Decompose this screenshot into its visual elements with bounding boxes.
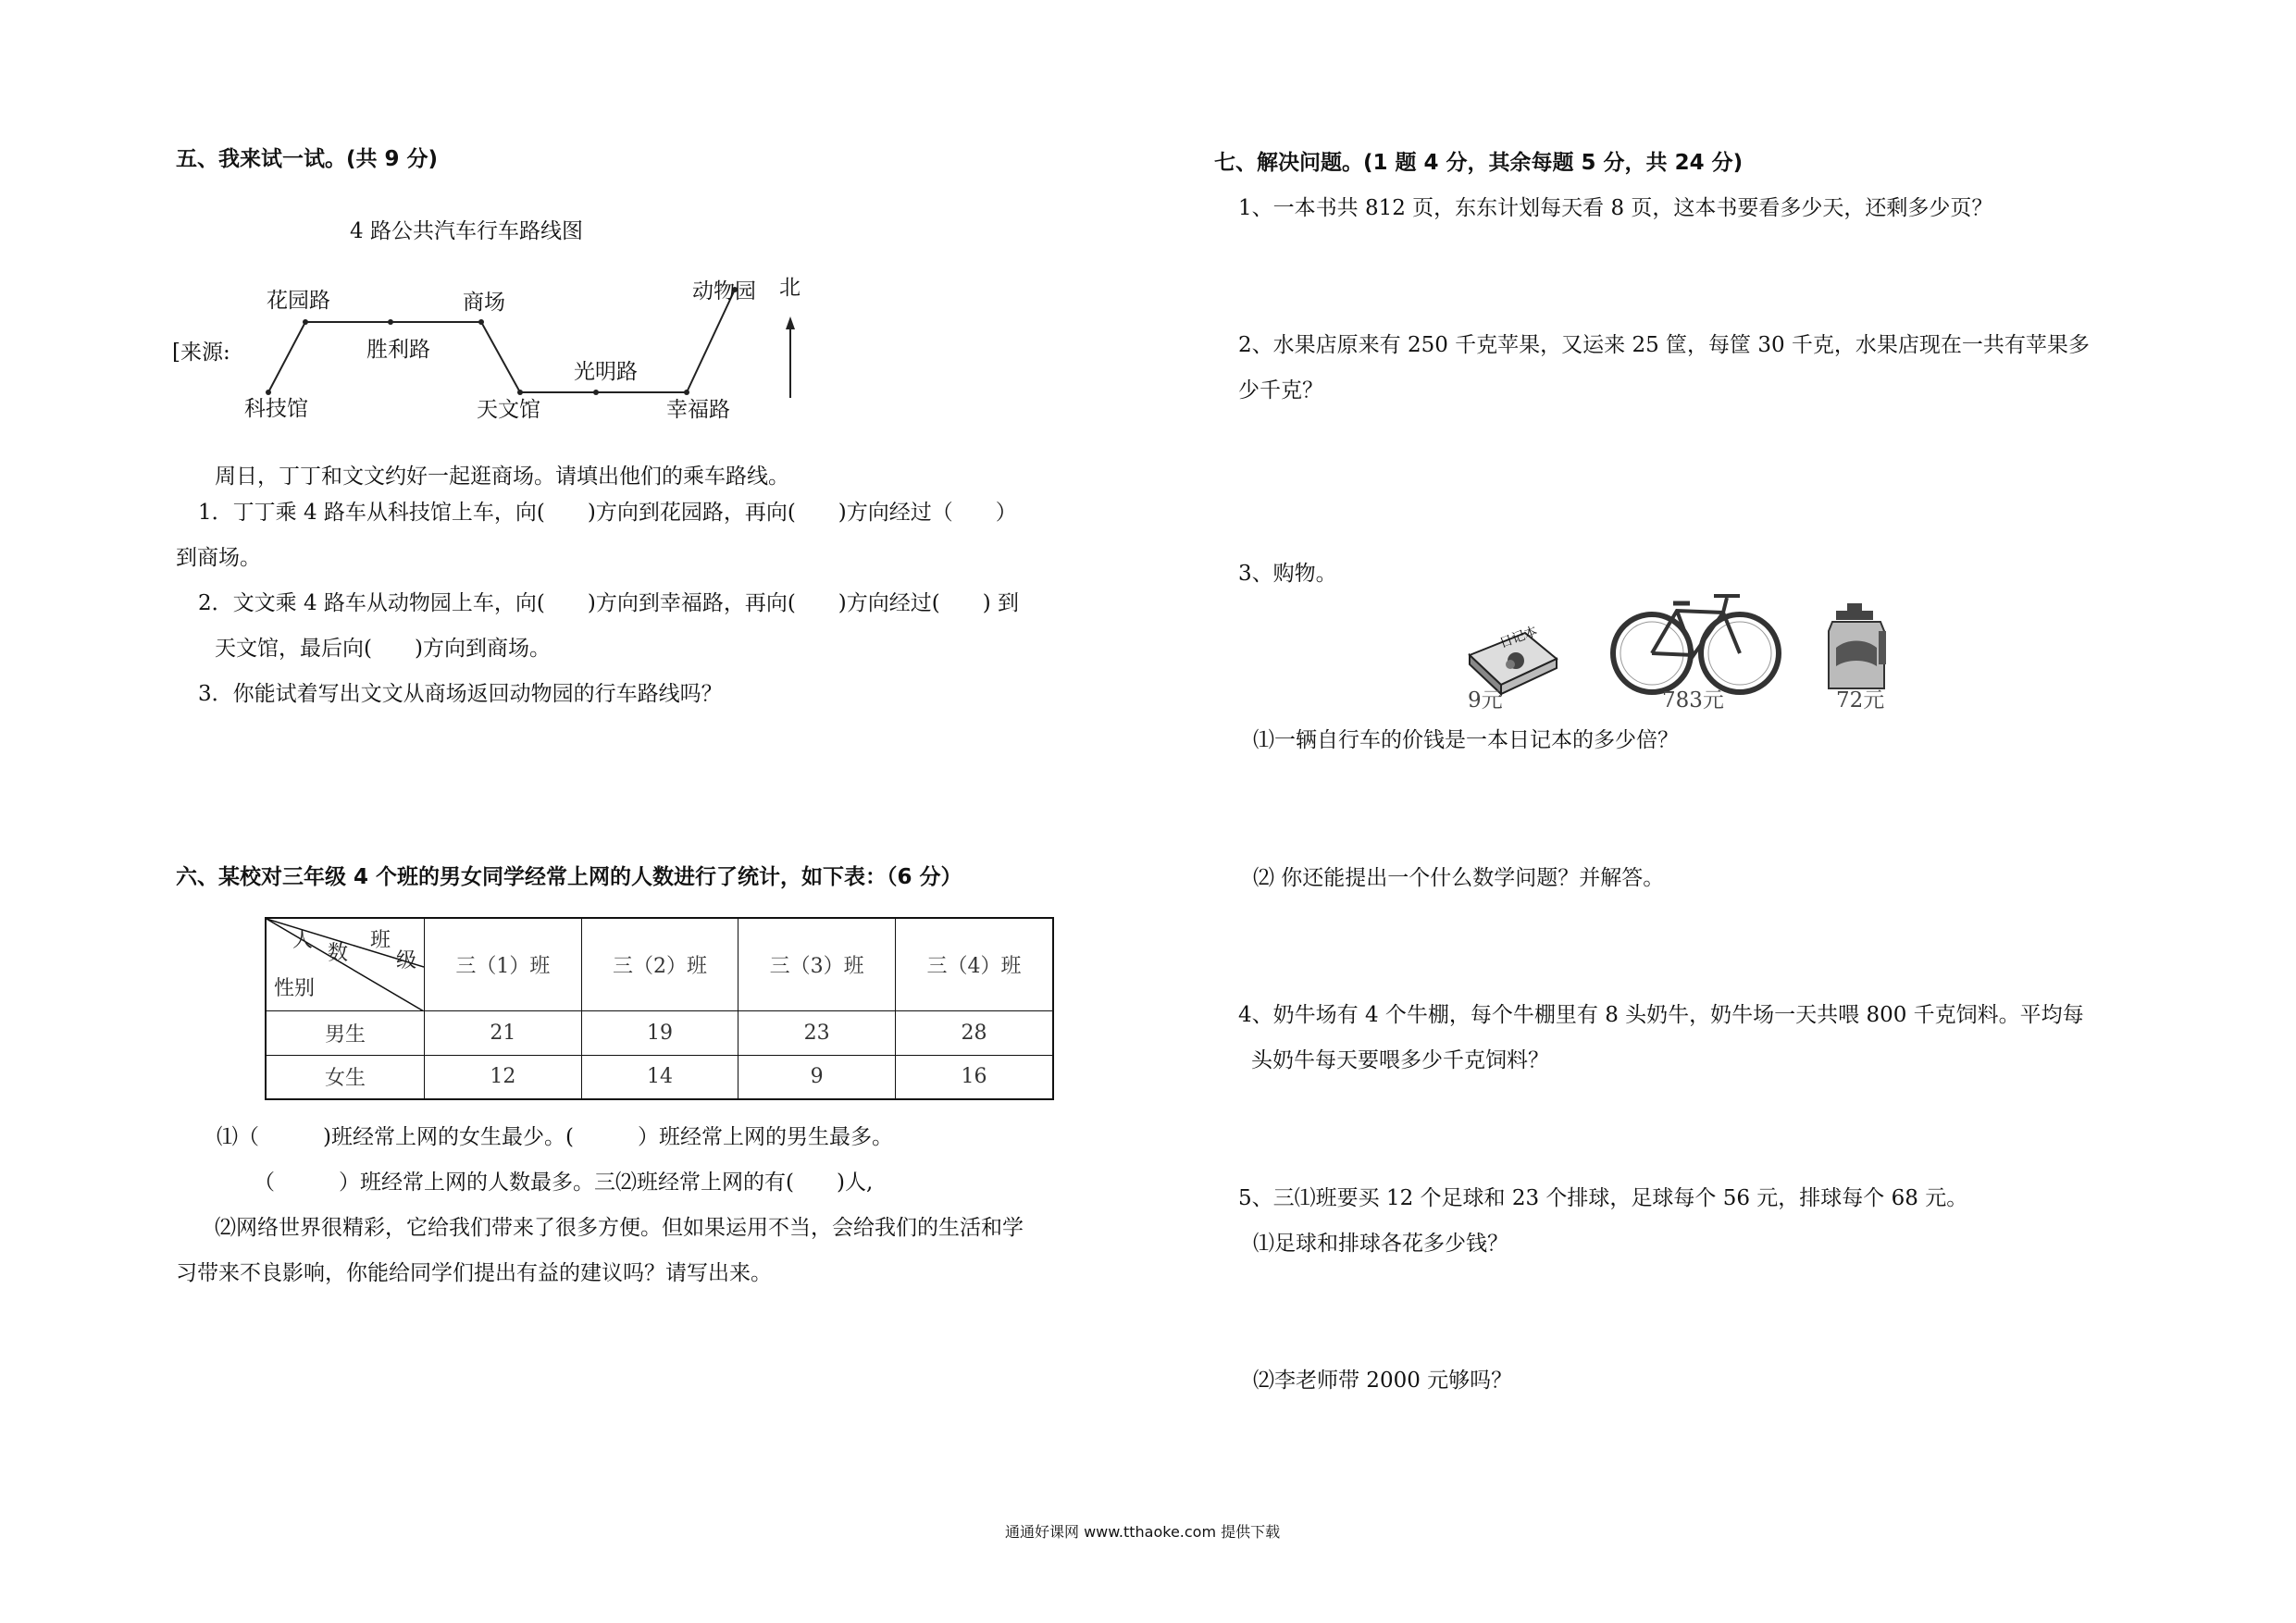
problem-5-q2: ⑵李老师带 2000 元够吗？ [1253,1369,1513,1393]
table-cell: 23 [738,1010,896,1055]
section-5-intro: 周日，丁丁和文文约好一起逛商场。请填出他们的乘车路线。 [215,465,789,489]
footer-credit: 通通好课网 www.tthaoke.com 提供下载 [1005,1523,1281,1541]
problem-1: 1、一本书共 812 页，东东计划每天看 8 页，这本书要看多少天，还剩多少页？ [1238,196,1993,220]
source-label: [来源: [172,341,230,365]
section-5-heading: 五、我来试一试。(共 9 分) [176,147,439,171]
corner-text-class-1: 班 [370,929,391,952]
problem-4-line1: 4、奶牛场有 4 个牛棚，每个牛棚里有 8 头奶牛，奶牛场一天共喂 800 千克饲料。平均每 [1238,1003,2084,1027]
problem-3-q2: ⑵ 你还能提出一个什么数学问题？并解答。 [1253,866,1665,890]
section-6-q2-line1: ⑵网络世界很精彩，它给我们带来了很多方便。但如果运用不当，会给我们的生活和学 [215,1216,1024,1240]
bicycle-price: 783元 [1662,688,1724,712]
section-5-q2-line2: 天文馆，最后向( )方向到商场。 [215,637,551,661]
section-5-q2-line1: 2．文文乘 4 路车从动物园上车，向( )方向到幸福路，再向( )方向经过( ) 到 [198,591,1020,615]
section-5-q3: 3．你能试着写出文文从商场返回动物园的行车路线吗？ [198,682,723,706]
table-col-header: 三（1）班 [425,918,582,1010]
table-cell: 9 [738,1055,896,1099]
corner-text-people-1: 人 [292,929,314,952]
table-cell: 16 [895,1055,1053,1099]
stop-label-shengli: 胜利路 [366,338,430,362]
corner-text-gender: 性别 [274,977,316,1000]
north-label: 北 [779,276,800,300]
section-6-q1-line2: （ ）班经常上网的人数最多。三⑵班经常上网的有( )人, [254,1171,874,1195]
stop-label-guangming: 光明路 [574,360,638,384]
section-5-q1-line1: 1．丁丁乘 4 路车从科技馆上车，向( )方向到花园路，再向( )方向经过（ ） [198,501,1017,525]
table-cell: 14 [581,1055,738,1099]
problem-3: 3、购物。 [1238,562,1337,586]
section-6-heading: 六、某校对三年级 4 个班的男女同学经常上网的人数进行了统计，如下表：（6 分） [176,865,962,889]
table-cell: 21 [425,1010,582,1055]
problem-3-q1: ⑴一辆自行车的价钱是一本日记本的多少倍？ [1253,728,1679,752]
diary-cover-text: 日记本 [1497,624,1540,651]
diary-price: 9元 [1468,688,1503,712]
table-row-label: 男生 [266,1010,425,1055]
table-row-label: 女生 [266,1055,425,1099]
stop-label-tianwen: 天文馆 [477,398,540,422]
thermos-price: 72元 [1836,688,1885,712]
table-cell: 19 [581,1010,738,1055]
stop-label-dongwu: 动物园 [692,279,756,304]
problem-5-q1: ⑴足球和排球各花多少钱？ [1253,1232,1508,1256]
stop-label-xingfu: 幸福路 [666,398,730,422]
problem-2-line1: 2、水果店原来有 250 千克苹果，又运来 25 筐，每筐 30 千克，水果店现在一共有苹果多 [1238,333,2090,357]
table-cell: 28 [895,1010,1053,1055]
problem-2-line2: 少千克？ [1238,378,1323,403]
problem-4-line2: 头奶牛每天要喂多少千克饲料？ [1251,1048,1549,1072]
table-col-header: 三（4）班 [895,918,1053,1010]
corner-text-people-2: 数 [328,942,349,965]
corner-text-class-2: 级 [396,949,417,973]
section-5-q1-line2: 到商场。 [176,546,261,570]
table-cell: 12 [425,1055,582,1099]
route-map-title: 4 路公共汽车行车路线图 [350,219,583,243]
stop-label-keji: 科技馆 [244,397,308,421]
stop-label-shangchang: 商场 [463,291,505,315]
section-6-q1-line1: ⑴（ )班经常上网的女生最少。( ）班经常上网的男生最多。 [217,1125,893,1149]
table-col-header: 三（3）班 [738,918,896,1010]
problem-5: 5、三⑴班要买 12 个足球和 23 个排球，足球每个 56 元，排球每个 68 元。 [1238,1186,1968,1210]
section-7-heading: 七、解决问题。(1 题 4 分，其余每题 5 分，共 24 分) [1214,151,1744,175]
table-col-header: 三（2）班 [581,918,738,1010]
section-6-q2-line2: 习带来不良影响，你能给同学们提出有益的建议吗？请写出来。 [176,1261,772,1285]
stop-label-huayuan: 花园路 [267,289,330,313]
